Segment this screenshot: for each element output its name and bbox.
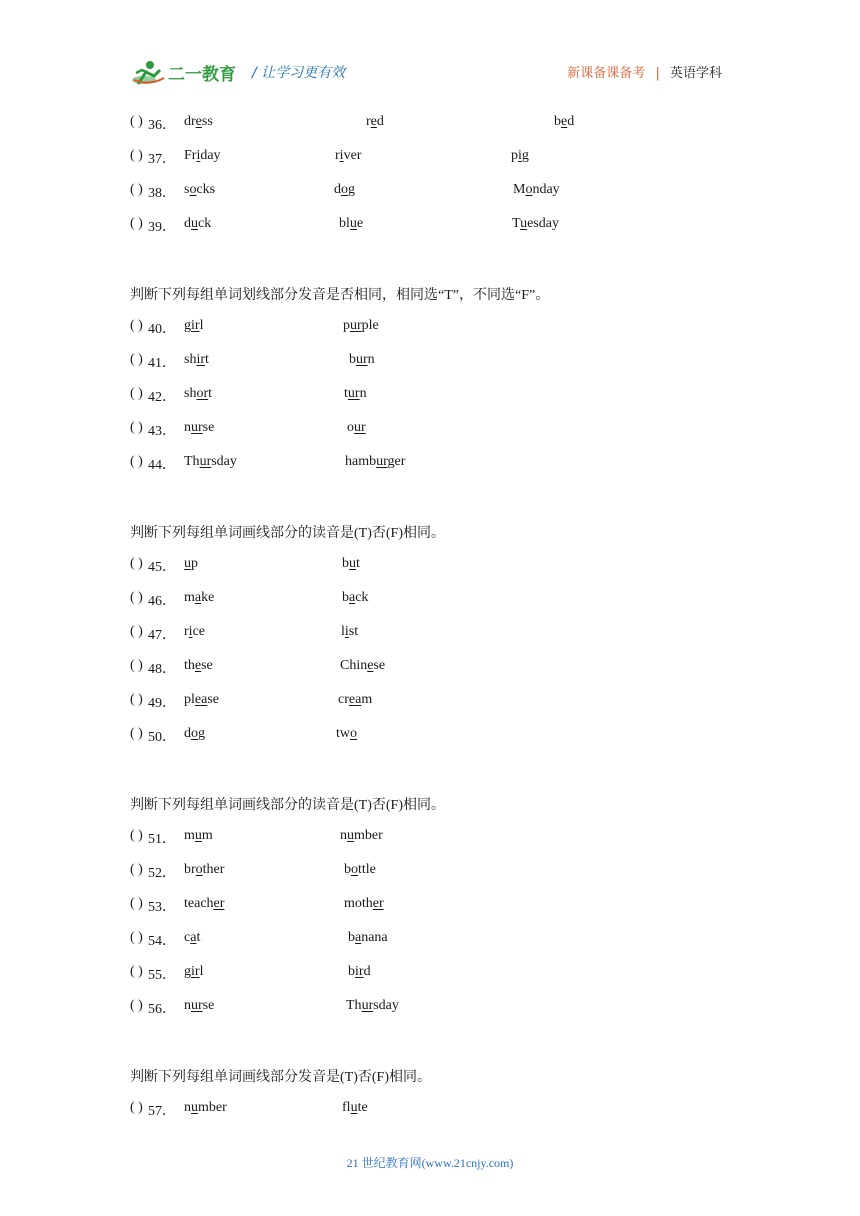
answer-blank[interactable]: ( ) [130, 1100, 143, 1115]
word-underlined-part: ur [191, 998, 203, 1013]
word-prefix: n [184, 998, 191, 1013]
word-suffix: t [205, 352, 209, 367]
word-prefix: s [184, 182, 190, 197]
question-number: 47． [148, 628, 176, 643]
word [349, 352, 375, 368]
word-suffix: n [367, 352, 375, 367]
section-instruction: 判断下列每组单词画线部分的读音是(T)否(F)相同。 [130, 798, 445, 813]
answer-blank[interactable]: ( ) [130, 352, 143, 367]
question-number: 45． [148, 560, 176, 575]
word-underlined-part: i [196, 148, 201, 163]
question-row [130, 586, 750, 620]
word-prefix: o [347, 420, 354, 435]
word-suffix: n [359, 386, 367, 401]
answer-blank[interactable]: ( ) [130, 114, 143, 129]
word-prefix: g [184, 318, 191, 333]
answer-blank[interactable]: ( ) [130, 998, 143, 1013]
word [184, 862, 224, 878]
question-row [130, 212, 750, 246]
question-row [130, 858, 750, 892]
word-underlined-part: o [351, 862, 358, 877]
word-suffix: g [521, 148, 529, 163]
word-underlined-part: ur [361, 998, 374, 1013]
word-prefix: p [511, 148, 518, 163]
answer-blank[interactable]: ( ) [130, 624, 143, 639]
section-instruction: 判断下列每组单词画线部分发音是(T)否(F)相同。 [130, 1070, 431, 1085]
word-suffix: t [356, 556, 360, 571]
word-underlined-part: o [189, 182, 197, 197]
word-underlined-part: e [367, 658, 374, 673]
question-number: 44． [148, 458, 176, 473]
answer-blank[interactable]: ( ) [130, 930, 143, 945]
question-row [130, 620, 750, 654]
word-underlined-part: u [194, 828, 202, 843]
answer-blank[interactable]: ( ) [130, 964, 143, 979]
word [554, 114, 574, 130]
word-suffix: te [357, 1100, 368, 1115]
word-suffix: d [376, 114, 384, 129]
word-underlined-part: ur [199, 454, 212, 469]
answer-blank[interactable]: ( ) [130, 556, 143, 571]
question-number: 54． [148, 934, 176, 949]
word-prefix: b [342, 556, 349, 571]
word-prefix: bl [339, 216, 350, 231]
word [346, 998, 399, 1014]
word-prefix: r [184, 624, 189, 639]
word-underlined-part: e [370, 114, 377, 129]
question-number: 38． [148, 186, 176, 201]
word-prefix: t [344, 386, 348, 401]
word-prefix: sh [184, 386, 197, 401]
word-underlined-part: ur [356, 352, 368, 367]
word [348, 964, 371, 980]
word-underlined-part: e [195, 114, 202, 129]
word [342, 1100, 368, 1116]
page-header [0, 0, 860, 100]
word-suffix: g [348, 182, 355, 197]
word-prefix: Th [346, 998, 362, 1013]
word-underlined-part: e [561, 114, 568, 129]
question-number: 36． [148, 118, 176, 133]
word-prefix: hamb [345, 454, 377, 469]
word-underlined-part: i [518, 148, 522, 163]
word-suffix: g [198, 726, 205, 741]
word-prefix: d [334, 182, 341, 197]
word-suffix: ple [361, 318, 379, 333]
word-prefix: Fr [184, 148, 197, 163]
header-right [567, 62, 722, 81]
word-underlined-part: u [347, 828, 354, 843]
question-row [130, 552, 750, 586]
section-spacer [130, 756, 750, 790]
word [366, 114, 384, 130]
word-prefix: b [342, 590, 349, 605]
word [338, 692, 372, 708]
word-prefix: tw [336, 726, 350, 741]
logo-icon [130, 58, 240, 88]
word-underlined-part: a [349, 590, 356, 605]
word-underlined-part: ur [376, 454, 388, 469]
word-underlined-part: o [350, 726, 357, 741]
question-number: 50． [148, 730, 176, 745]
word-suffix: cks [196, 182, 216, 197]
question-row [130, 1096, 750, 1130]
word-suffix: mber [354, 828, 383, 843]
word-prefix: c [184, 930, 191, 945]
word-prefix: p [343, 318, 350, 333]
word [345, 454, 405, 470]
page-footer: 21 世纪教育网(www.21cnjy.com) [346, 1156, 514, 1170]
word [184, 930, 200, 946]
word-underlined-part: a [190, 930, 197, 945]
question-row [130, 892, 750, 926]
word [336, 726, 357, 742]
section-spacer [130, 1028, 750, 1062]
question-number: 42． [148, 390, 176, 405]
word-prefix: m [184, 828, 195, 843]
word-prefix: b [344, 862, 351, 877]
word [348, 930, 388, 946]
question-row [130, 722, 750, 756]
word-prefix: T [512, 216, 521, 231]
word-prefix: d [184, 726, 191, 741]
question-row [130, 654, 750, 688]
word-underlined-part: i [339, 148, 344, 163]
word-underlined-part: ur [350, 318, 362, 333]
question-number: 43． [148, 424, 176, 439]
word [512, 216, 559, 232]
word [184, 828, 213, 844]
word-underlined-part: u [350, 1100, 358, 1115]
word [184, 114, 213, 130]
word [184, 590, 214, 606]
word-underlined-part: o [525, 182, 533, 197]
word-prefix: M [513, 182, 526, 197]
word-underlined-part: u [520, 216, 528, 231]
word-underlined-part: u [349, 556, 356, 571]
word-suffix: ger [387, 454, 406, 469]
answer-blank[interactable]: ( ) [130, 726, 143, 741]
word [347, 420, 366, 436]
question-row [130, 110, 750, 144]
word [342, 590, 368, 606]
word-suffix: ck [198, 216, 212, 231]
question-number: 48． [148, 662, 176, 677]
question-row [130, 314, 750, 348]
word-underlined-part: o [195, 862, 203, 877]
word-underlined-part: u [191, 1100, 198, 1115]
header-slogan: / 让学习更有效 [252, 65, 346, 81]
answer-blank[interactable]: ( ) [130, 658, 143, 673]
word [341, 624, 358, 640]
word-suffix: sday [211, 454, 237, 469]
answer-blank[interactable]: ( ) [130, 692, 143, 707]
word-prefix: l [341, 624, 345, 639]
word-prefix: r [366, 114, 371, 129]
svg-text:二一教育: 二一教育 [168, 65, 236, 85]
word-underlined-part: o [341, 182, 348, 197]
word-underlined-part: u [184, 556, 191, 571]
answer-blank[interactable]: ( ) [130, 318, 143, 333]
question-number: 53． [148, 900, 176, 915]
word-suffix: ttle [358, 862, 376, 877]
word-prefix: moth [344, 896, 373, 911]
question-number: 46． [148, 594, 176, 609]
word-prefix: Th [184, 454, 200, 469]
word-suffix: t [208, 386, 213, 401]
question-row [130, 960, 750, 994]
word-suffix: mber [198, 1100, 227, 1115]
word [184, 624, 205, 640]
word-prefix: sh [184, 352, 197, 367]
header-subject: 英语学科 [669, 66, 722, 81]
word [339, 216, 363, 232]
question-row [130, 144, 750, 178]
word [344, 386, 367, 402]
word-underlined-part: ur [354, 420, 366, 435]
word-underlined-part: er [213, 896, 225, 911]
word [335, 148, 361, 164]
word [344, 896, 384, 912]
answer-blank[interactable]: ( ) [130, 386, 143, 401]
answer-blank[interactable]: ( ) [130, 896, 143, 911]
word-suffix: sday [373, 998, 399, 1013]
question-row [130, 926, 750, 960]
word-underlined-part: u [349, 216, 357, 231]
word [184, 692, 219, 708]
word-suffix: l [199, 318, 204, 333]
word [184, 420, 214, 436]
word-suffix: ck [355, 590, 369, 605]
word-underlined-part: ur [347, 386, 360, 401]
word-prefix: th [184, 658, 195, 673]
exercise-content [130, 110, 750, 1130]
word-suffix: nday [532, 182, 560, 197]
word-underlined-part: i [188, 624, 193, 639]
word [184, 216, 211, 232]
word-prefix: b [348, 930, 355, 945]
word-suffix: day [200, 148, 221, 163]
word [513, 182, 560, 198]
word [184, 318, 203, 334]
word-suffix: ther [202, 862, 225, 877]
word-suffix: ce [192, 624, 205, 639]
question-number: 37． [148, 152, 176, 167]
word-suffix: ver [343, 148, 362, 163]
question-row [130, 688, 750, 722]
word [184, 454, 237, 470]
word-suffix: ke [201, 590, 215, 605]
word-underlined-part: ur [191, 420, 203, 435]
word-underlined-part: ea [348, 692, 362, 707]
question-row [130, 824, 750, 858]
word [184, 1100, 227, 1116]
answer-blank[interactable]: ( ) [130, 182, 143, 197]
answer-blank[interactable]: ( ) [130, 216, 143, 231]
word-underlined-part: o [191, 726, 198, 741]
word-suffix: p [191, 556, 198, 571]
word-suffix: se [373, 658, 386, 673]
question-row [130, 994, 750, 1028]
word-prefix: n [184, 420, 191, 435]
word-prefix: r [335, 148, 340, 163]
word-suffix: se [202, 420, 215, 435]
word-prefix: b [554, 114, 561, 129]
word-suffix: nana [361, 930, 388, 945]
header-course: 新课备课备考 [567, 66, 646, 81]
word [184, 896, 224, 912]
word-prefix: br [184, 862, 196, 877]
word-suffix: se [202, 998, 215, 1013]
word-prefix: pl [184, 692, 195, 707]
word [343, 318, 379, 334]
word-prefix: n [340, 828, 347, 843]
word [184, 148, 221, 164]
word-prefix: m [184, 590, 195, 605]
section-instruction: 判断下列每组单词划线部分发音是否相同，相同选“T”，不同选“F”。 [130, 288, 550, 303]
word-underlined-part: ir [191, 964, 200, 979]
answer-blank[interactable]: ( ) [130, 454, 143, 469]
question-row [130, 382, 750, 416]
word [184, 726, 205, 742]
word-underlined-part: ir [191, 318, 200, 333]
word-prefix: g [184, 964, 191, 979]
answer-blank[interactable]: ( ) [130, 148, 143, 163]
word [340, 828, 383, 844]
word [184, 386, 212, 402]
word-suffix: l [199, 964, 204, 979]
word-underlined-part: er [372, 896, 384, 911]
section-instruction: 判断下列每组单词画线部分的读音是(T)否(F)相同。 [130, 526, 445, 541]
question-row [130, 178, 750, 212]
word-prefix: teach [184, 896, 214, 911]
question-number: 55． [148, 968, 176, 983]
word-underlined-part: or [196, 386, 209, 401]
word-suffix: se [207, 692, 219, 707]
word [344, 862, 376, 878]
header-separator: | [655, 66, 660, 81]
word-prefix: d [184, 216, 191, 231]
word-prefix: b [349, 352, 356, 367]
word [184, 182, 215, 198]
word-underlined-part: ea [194, 692, 208, 707]
word-prefix: fl [342, 1100, 351, 1115]
question-row [130, 416, 750, 450]
word-prefix: dr [184, 114, 196, 129]
section-spacer [130, 246, 750, 280]
question-number: 51． [148, 832, 176, 847]
answer-blank[interactable]: ( ) [130, 590, 143, 605]
word-suffix: t [196, 930, 201, 945]
word-suffix: e [356, 216, 364, 231]
question-number: 39． [148, 220, 176, 235]
word [184, 352, 209, 368]
word-suffix: ss [201, 114, 213, 129]
word [184, 658, 213, 674]
word [334, 182, 355, 198]
word-prefix: b [348, 964, 355, 979]
answer-blank[interactable]: ( ) [130, 862, 143, 877]
question-row [130, 348, 750, 382]
word-suffix: d [567, 114, 575, 129]
word [184, 964, 203, 980]
word-underlined-part: i [344, 624, 349, 639]
word-underlined-part: a [194, 590, 202, 605]
section-spacer [130, 484, 750, 518]
word-prefix: Chin [340, 658, 368, 673]
word [340, 658, 385, 674]
word-suffix: m [361, 692, 373, 707]
word [342, 556, 360, 572]
word-suffix: d [363, 964, 371, 979]
word-underlined-part: e [194, 658, 202, 673]
word-underlined-part: ir [355, 964, 364, 979]
question-number: 40． [148, 322, 176, 337]
word-prefix: n [184, 1100, 191, 1115]
word-suffix: st [348, 624, 359, 639]
question-number: 49． [148, 696, 176, 711]
word-suffix: m [201, 828, 213, 843]
answer-blank[interactable]: ( ) [130, 420, 143, 435]
question-number: 57． [148, 1104, 176, 1119]
word [511, 148, 529, 164]
question-number: 52． [148, 866, 176, 881]
word [184, 556, 198, 572]
question-number: 41． [148, 356, 176, 371]
word-suffix: esday [527, 216, 559, 231]
word-prefix: cr [338, 692, 349, 707]
word [184, 998, 214, 1014]
word-underlined-part: u [191, 216, 198, 231]
question-row [130, 450, 750, 484]
question-number: 56． [148, 1002, 176, 1017]
word-underlined-part: ir [196, 352, 206, 367]
word-suffix: se [201, 658, 213, 673]
word-underlined-part: a [355, 930, 362, 945]
answer-blank[interactable]: ( ) [130, 828, 143, 843]
